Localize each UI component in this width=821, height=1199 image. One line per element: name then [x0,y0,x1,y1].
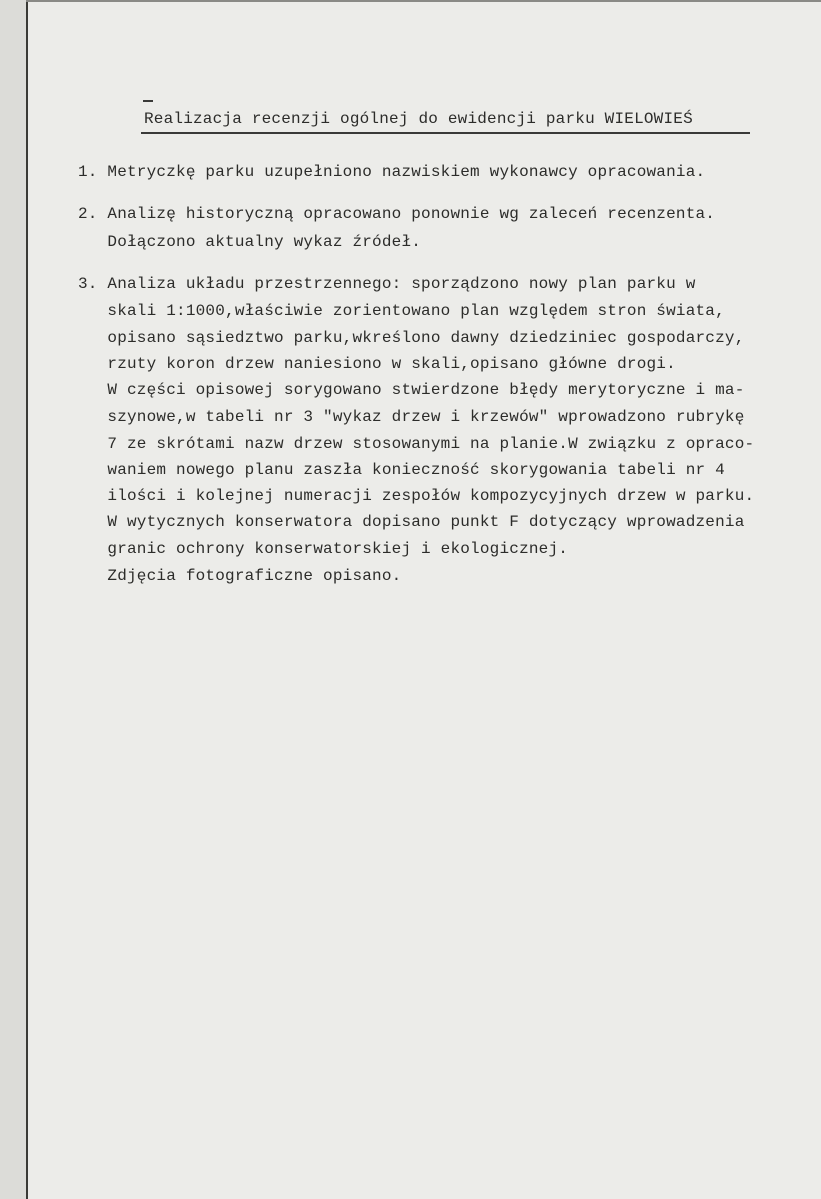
item-3-line-7: 7 ze skrótami nazw drzew stosowanymi na planie.W związku z opraco- [78,435,755,453]
item-3-line-8: waniem nowego planu zaszła konieczność skorygowania tabeli nr 4 [78,461,725,479]
item-3-line-4: rzuty koron drzew naniesiono w skali,opisano główne drogi. [78,355,676,373]
item-3-line-10: W wytycznych konserwatora dopisano punkt F dotyczący wprowadzenia [78,513,745,531]
title-underline [141,132,750,134]
item-2-line-2: Dołączono aktualny wykaz źródeł. [78,233,422,251]
item-3-line-11: granic ochrony konserwatorskiej i ekologicznej. [78,540,569,558]
item-1-line-1: 1. Metryczkę parku uzupełniono nazwiskiem wykonawcy opracowania. [78,163,706,181]
handwritten-accent-mark [143,100,153,108]
page-left-margin [0,0,26,1199]
document-title: Realizacja recenzji ogólnej do ewidencji parku WIELOWIEŚ [144,110,693,128]
item-3-line-2: skali 1:1000,właściwie zorientowano plan względem stron świata, [78,302,725,320]
item-2-line-1: 2. Analizę historyczną opracowano ponownie wg zaleceń recenzenta. [78,205,716,223]
page-left-edge [26,0,28,1199]
item-3-line-5: W części opisowej sorygowano stwierdzone błędy merytoryczne i ma- [78,381,745,399]
item-3-line-1: 3. Analiza układu przestrzennego: sporządzono nowy plan parku w [78,275,696,293]
item-3-line-3: opisano sąsiedztwo parku,wkreślono dawny dziedziniec gospodarczy, [78,329,745,347]
item-3-line-12: Zdjęcia fotograficzne opisano. [78,567,402,585]
item-3-line-6: szynowe,w tabeli nr 3 "wykaz drzew i krzewów" wprowadzono rubrykę [78,408,745,426]
item-3-line-9: ilości i kolejnej numeracji zespołów kompozycyjnych drzew w parku. [78,487,755,505]
page-top-edge [26,0,821,2]
